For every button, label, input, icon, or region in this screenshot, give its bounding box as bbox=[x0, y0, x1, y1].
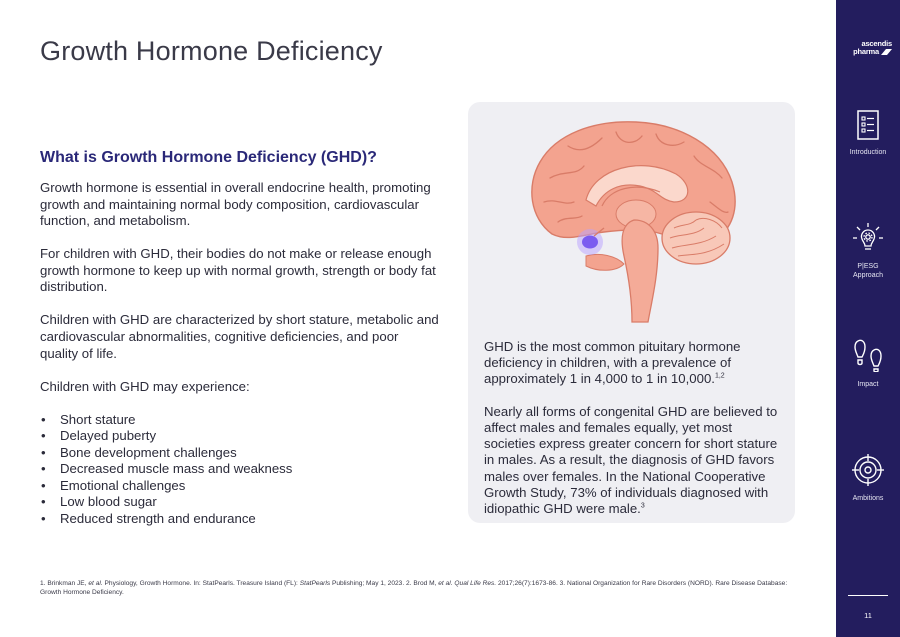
intro-paragraph: Growth hormone is essential in overall endocrine health, promoting growth and maintaining normal body composition, cardiovascular function, and metabolism. bbox=[40, 180, 431, 229]
logo-line: pharma bbox=[853, 46, 879, 56]
list-item: • Low blood sugar bbox=[40, 494, 440, 511]
list-item: • Bone development challenges bbox=[40, 445, 440, 462]
footnote-italic: Qual Life Res. bbox=[454, 580, 497, 587]
document-list-icon bbox=[857, 110, 879, 140]
pituitary-gland bbox=[582, 236, 598, 249]
footnote-text: Physiology, Growth Hormone. In: StatPearls. Treasure Island (FL): bbox=[102, 580, 300, 587]
list-item: • Reduced strength and endurance bbox=[40, 511, 440, 528]
footnote-text: Publishing; May 1, 2023. 2. Brod M, bbox=[330, 580, 439, 587]
prevalence-text bbox=[484, 339, 784, 533]
symptom-list bbox=[40, 412, 440, 528]
nav-label: Introduction bbox=[849, 149, 887, 156]
brainstem bbox=[622, 220, 658, 322]
nav-label: Impact bbox=[857, 381, 879, 388]
logo-line: ascendis bbox=[861, 39, 892, 48]
nav-pesg-approach[interactable] bbox=[836, 222, 900, 280]
page-title: Growth Hormone Deficiency bbox=[40, 36, 383, 66]
nav-impact[interactable] bbox=[836, 338, 900, 389]
reference-marker: 3 bbox=[640, 502, 645, 510]
nav-label: P|ESG Approach bbox=[853, 263, 883, 279]
footprints-icon bbox=[854, 338, 882, 372]
footnote-italic: et al. bbox=[88, 580, 103, 587]
company-logo bbox=[846, 40, 892, 55]
references-footnote bbox=[40, 580, 810, 597]
nav-introduction[interactable] bbox=[836, 110, 900, 157]
info-panel bbox=[468, 102, 795, 523]
list-item: • Emotional challenges bbox=[40, 478, 440, 495]
footnote-text: 1. Brinkman JE, bbox=[40, 580, 89, 587]
gender-sentence: Nearly all forms of congenital GHD are believed to affect males and females equally, yet most societies express greater concern for short stature in males. As a result, the diagnosis of GHD favors males over females. In the National Cooperative Growth Study, 73% of individuals diagnosed with idiopathic GHD were male. bbox=[484, 403, 778, 517]
gender-paragraph bbox=[484, 404, 784, 517]
section-heading: What is Growth Hormone Deficiency (GHD)? bbox=[40, 149, 377, 166]
sidebar bbox=[836, 0, 900, 637]
nav-label: Ambitions bbox=[852, 495, 884, 502]
list-item: • Decreased muscle mass and weakness bbox=[40, 461, 440, 478]
page-number: 11 bbox=[864, 611, 872, 620]
cerebellum bbox=[662, 212, 730, 264]
logo-line-wrap bbox=[846, 48, 892, 56]
symptoms-intro: Children with GHD may experience: bbox=[40, 378, 250, 394]
intro-paragraph: Children with GHD are characterized by short stature, metabolic and cardiovascular abnormalities, cognitive deficiencies, and poor quality of life. bbox=[40, 312, 439, 361]
intro-text-column bbox=[40, 180, 440, 528]
list-item: • Short stature bbox=[40, 412, 440, 429]
lightbulb-gear-icon bbox=[852, 222, 884, 254]
footnote-italic: StatPearls bbox=[299, 580, 331, 587]
prevalence-sentence: GHD is the most common pituitary hormone deficiency in children, with a prevalence of approximately 1 in 4,000 to 1 in 10,000. bbox=[484, 339, 741, 387]
prevalence-paragraph bbox=[484, 339, 784, 388]
nav-ambitions[interactable] bbox=[836, 454, 900, 503]
sidebar-divider bbox=[848, 595, 888, 596]
footnote-text: 2017;26(7):1673-86. 3. National Organization for Rare Disorders (NORD). Rare Disease Database: Growth Hormone Deficiency. bbox=[40, 580, 788, 596]
intro-paragraph: For children with GHD, their bodies do not make or release enough growth hormone to keep up with normal growth, strength or body fat distribution. bbox=[40, 246, 436, 295]
logo-mark-icon bbox=[881, 49, 892, 55]
footnote-italic: et al. bbox=[438, 580, 453, 587]
brain-illustration bbox=[524, 116, 739, 326]
reference-marker: 1,2 bbox=[714, 373, 725, 381]
list-item: • Delayed puberty bbox=[40, 428, 440, 445]
target-icon bbox=[852, 454, 884, 486]
